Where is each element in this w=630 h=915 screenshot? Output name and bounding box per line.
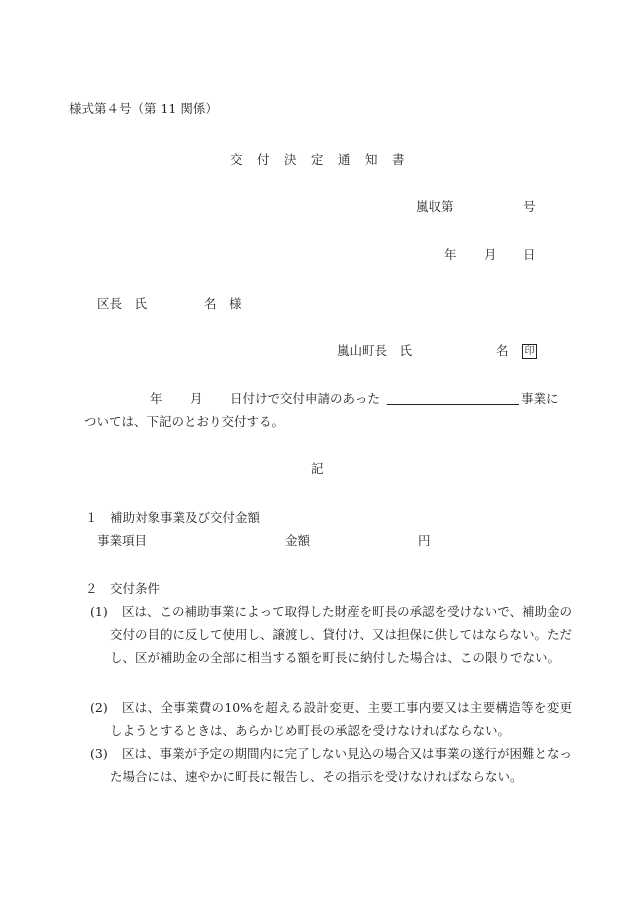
date-year: 年: [444, 247, 457, 262]
seal-mark: [522, 343, 537, 359]
body-month: 月: [190, 391, 203, 406]
addressee-name: 名 様: [204, 296, 242, 311]
project-name-blank: [387, 391, 519, 408]
body-text-2: 事業に: [521, 391, 559, 406]
form-number: 様式第４号（第 11 関係）: [69, 101, 218, 116]
condition-2-number: (2): [90, 700, 108, 715]
condition-1-number: (1): [90, 604, 108, 619]
section1-heading: １ 補助対象事業及び交付金額: [85, 510, 261, 525]
reference-prefix: 嵐収第: [416, 199, 454, 214]
condition-2: [90, 696, 572, 742]
body-year: 年: [150, 391, 163, 406]
date-month: 月: [484, 247, 497, 262]
condition-3-text: 区は、事業が予定の期間内に完了しない見込の場合又は事業の遂行が困難となった場合には、速やかに町長に報告し、その指示を受けなければならない。: [110, 746, 573, 784]
issuer-name: 名: [496, 343, 509, 358]
addressee-label: 区長 氏: [97, 296, 148, 311]
reference-suffix: 号: [523, 199, 536, 214]
condition-2-text: 区は、全事業費の10%を超える設計変更、主要工事内要又は主要構造等を変更しようとするときは、あらかじめ町長の承認を受けなければならない。: [110, 700, 572, 738]
document-title: 交 付 決 定 通 知 書: [230, 152, 406, 167]
body-line-2: ついては、下記のとおり交付する。: [84, 414, 285, 429]
condition-1-text: 区は、この補助事業によって取得した財産を町長の承認を受けないで、補助金の交付の目的に反して使用し、譲渡し、貸付け、又は担保に供してはならない。ただし、区が補助金の全部に相当する額を町長に納付した場合は、この限りでない。: [110, 604, 573, 665]
ki-heading: 記: [311, 461, 324, 476]
item-label: 事業項目: [97, 533, 148, 548]
yen-label: 円: [418, 533, 431, 548]
condition-3-number: (3): [90, 746, 108, 761]
condition-1: [90, 600, 573, 669]
condition-3: [90, 742, 573, 788]
body-text-1: 日付けで交付申請のあった: [230, 391, 380, 406]
amount-label: 金額: [285, 533, 311, 548]
seal-icon: 印: [522, 344, 537, 359]
section2-heading: ２ 交付条件: [85, 581, 161, 596]
issuer-label: 嵐山町長 氏: [337, 343, 413, 358]
date-day: 日: [523, 247, 536, 262]
